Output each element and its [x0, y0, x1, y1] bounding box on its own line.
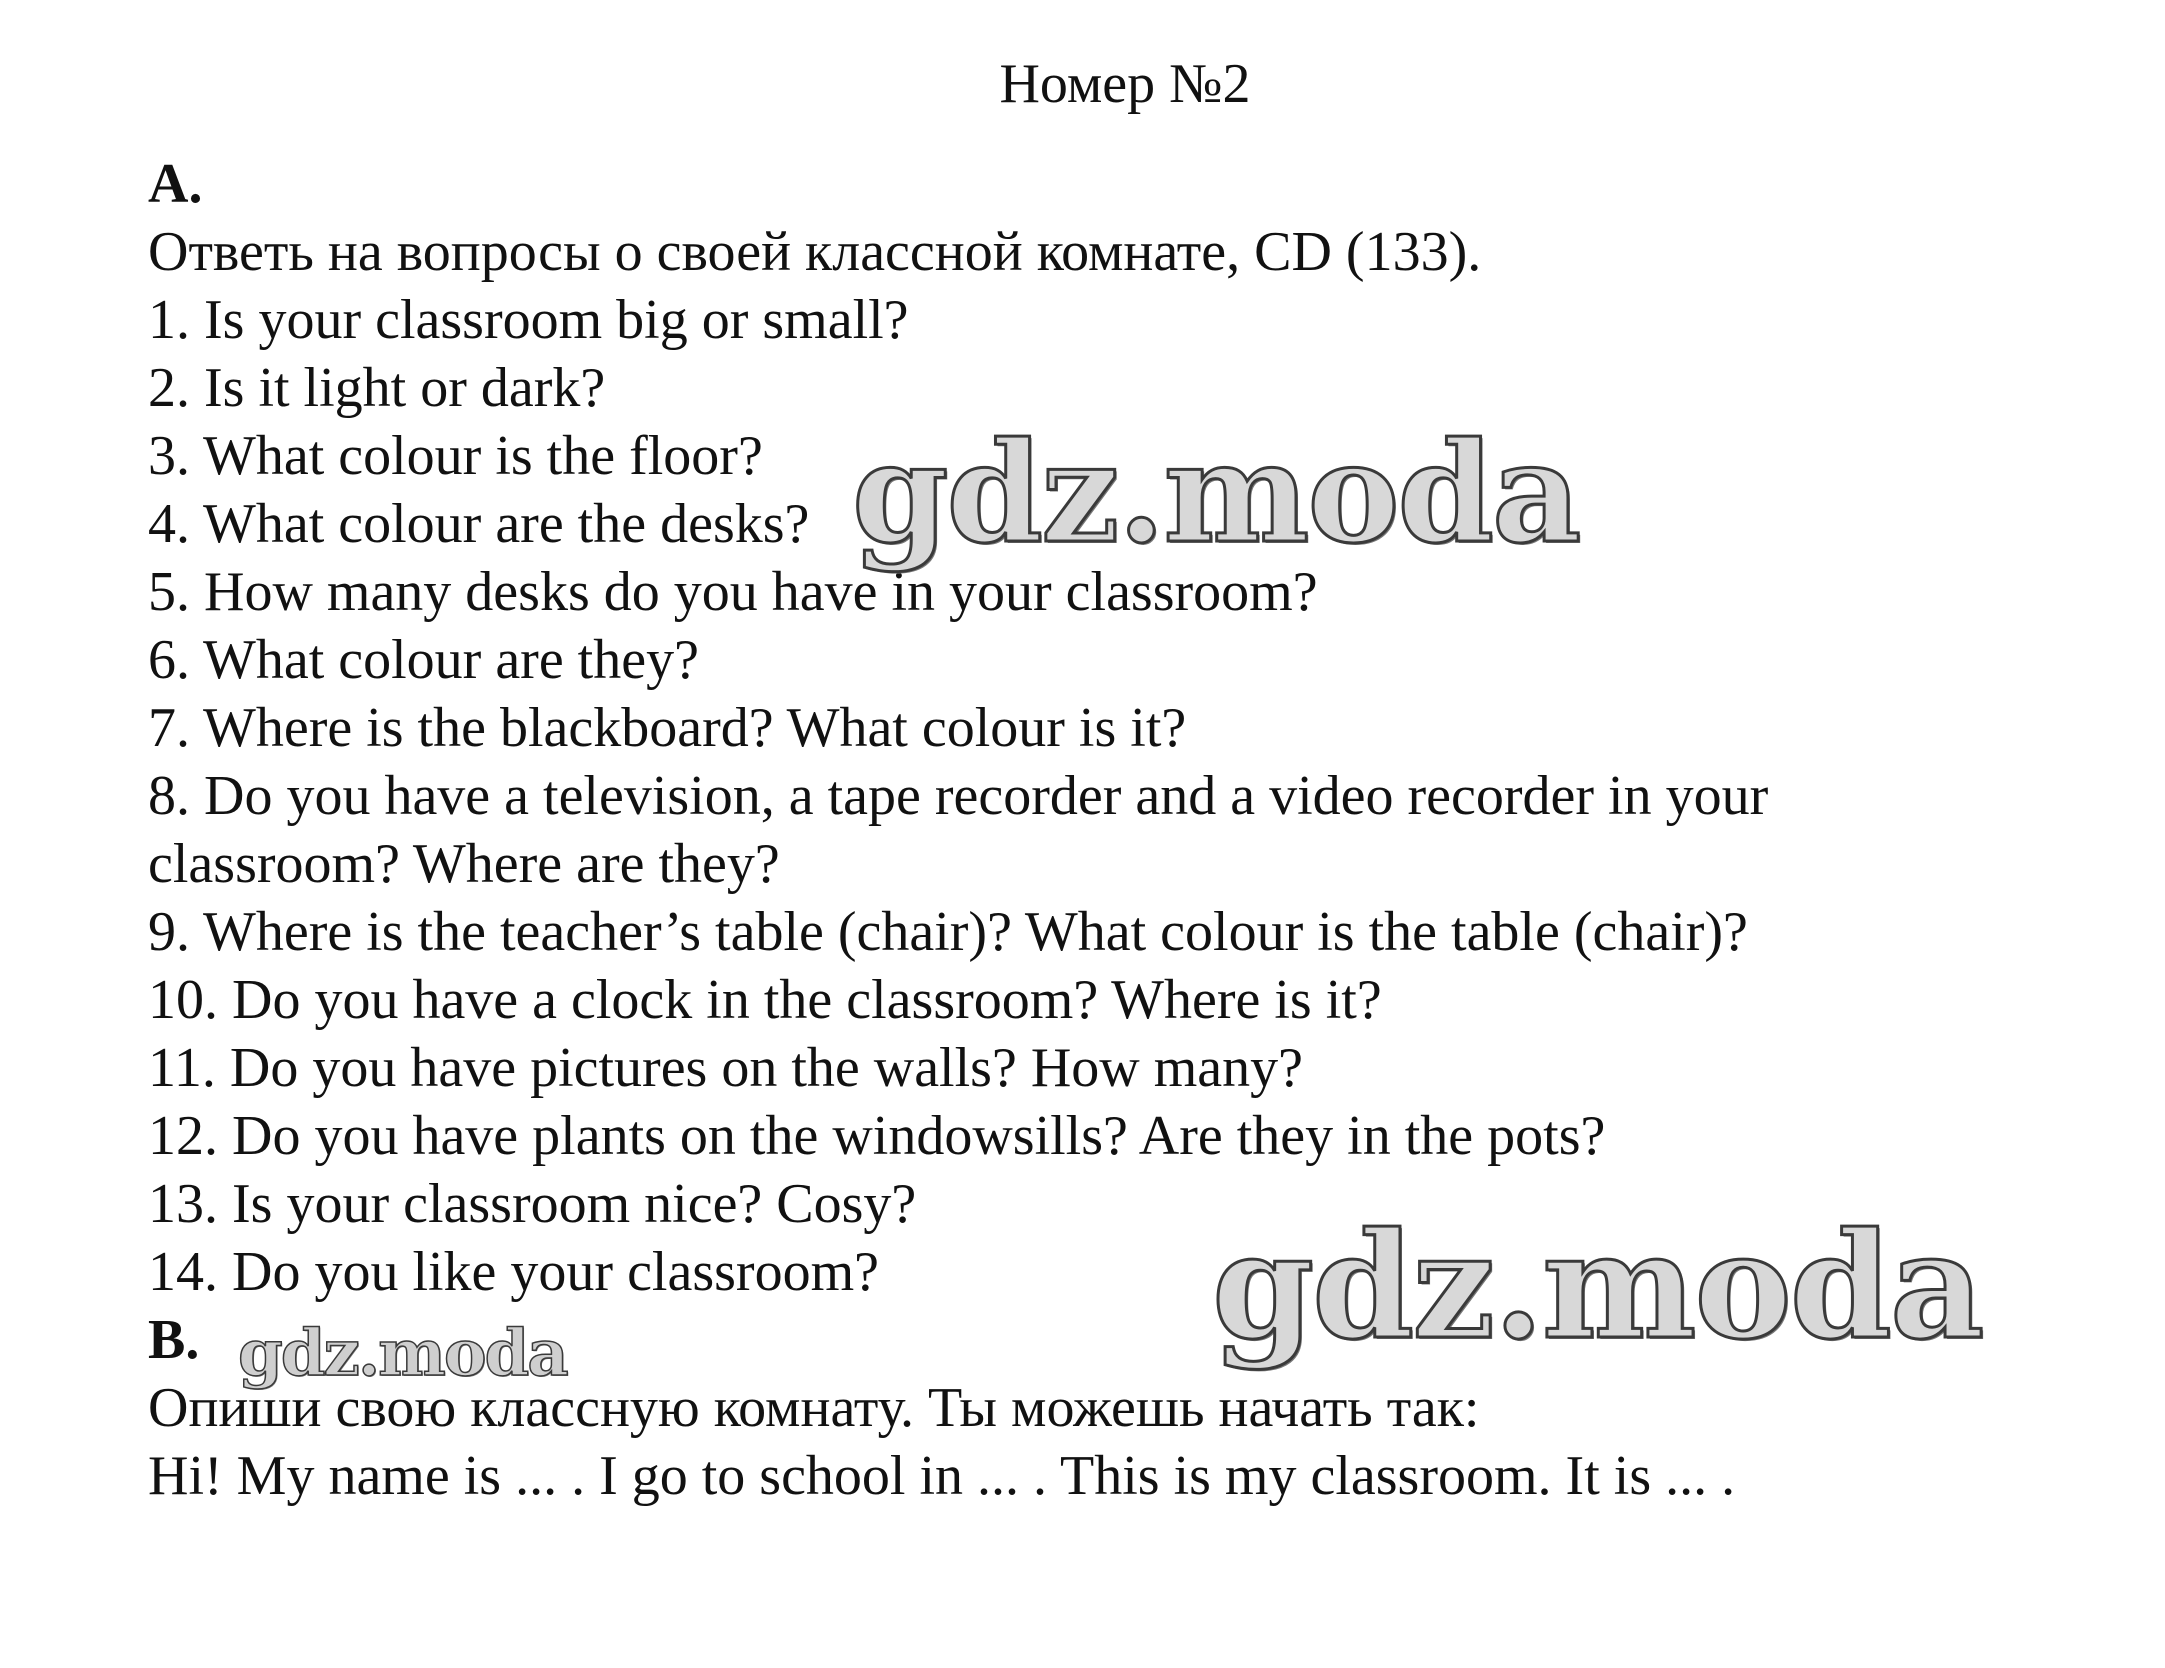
- question-7: 7. Where is the blackboard? What colour is it?: [148, 697, 1187, 759]
- question-8-continued: classroom? Where are they?: [148, 833, 780, 895]
- section-a-instruction: Ответь на вопросы о своей классной комнате, CD (133).: [148, 221, 1482, 283]
- question-4: 4. What colour are the desks?: [148, 493, 810, 555]
- section-b-starter: Hi! My name is ... . I go to school in ... . This is my classroom. It is ... .: [148, 1445, 1736, 1507]
- question-13: 13. Is your classroom nice? Cosy?: [148, 1173, 917, 1235]
- section-a-label: A.: [148, 153, 203, 215]
- question-9: 9. Where is the teacher’s table (chair)? What colour is the table (chair)?: [148, 901, 1748, 963]
- page-title: Номер №2: [999, 53, 1251, 115]
- question-8: 8. Do you have a television, a tape recorder and a video recorder in your: [148, 765, 1769, 827]
- question-2: 2. Is it light or dark?: [148, 357, 606, 419]
- watermark-logo: gdz.moda: [852, 411, 1580, 574]
- section-b-instruction: Опиши свою классную комнату. Ты можешь начать так:: [148, 1377, 1480, 1439]
- question-1: 1. Is your classroom big or small?: [148, 289, 909, 351]
- question-12: 12. Do you have plants on the windowsills? Are they in the pots?: [148, 1105, 1606, 1167]
- question-6: 6. What colour are they?: [148, 629, 699, 691]
- watermark-logo: gdz.moda: [238, 1316, 567, 1391]
- question-11: 11. Do you have pictures on the walls? How many?: [148, 1037, 1303, 1099]
- question-5: 5. How many desks do you have in your classroom?: [148, 561, 1318, 623]
- section-b-label: B.: [148, 1309, 200, 1371]
- question-3: 3. What colour is the floor?: [148, 425, 763, 487]
- question-10: 10. Do you have a clock in the classroom? Where is it?: [148, 969, 1382, 1031]
- question-14: 14. Do you like your classroom?: [148, 1241, 879, 1303]
- watermark-logo: gdz.moda: [1212, 1201, 1983, 1372]
